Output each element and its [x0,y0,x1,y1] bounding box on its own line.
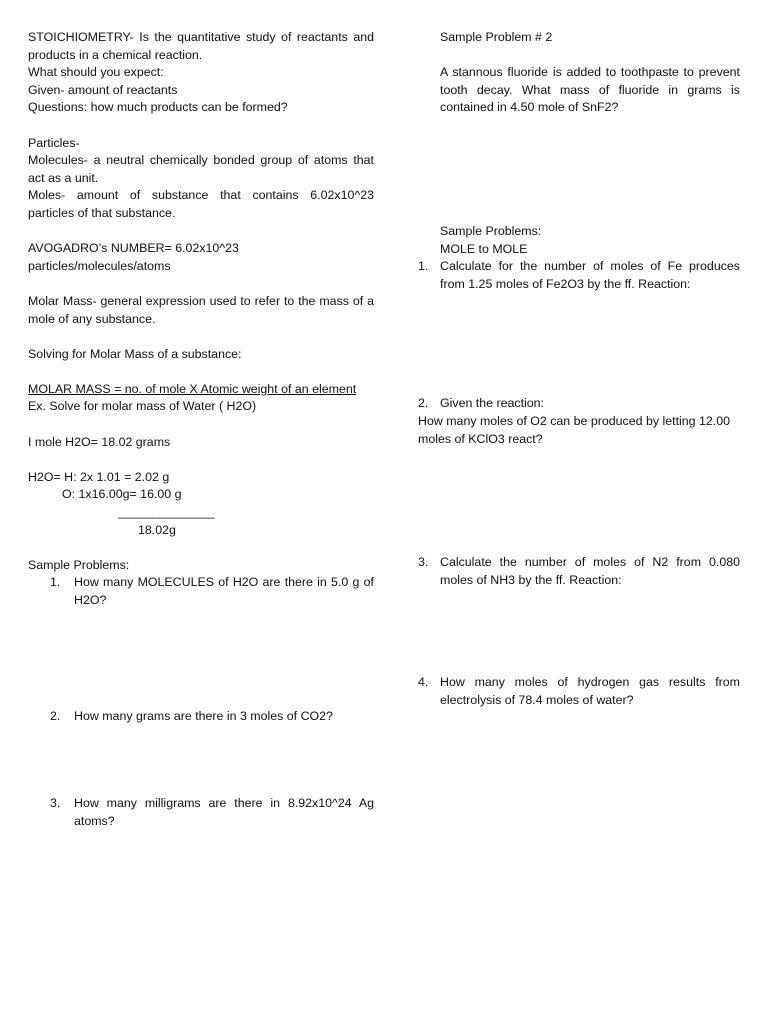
problem-text: How many milligrams are there in 8.92x10^24 Ag atoms? [74,796,374,828]
molar-mass-formula: MOLAR MASS = no. of mole X Atomic weight of an element [28,381,357,396]
problem-2-question: How many moles of O2 can be produced by letting 12.00 moles of KClO3 react? [418,413,731,446]
left-problem-2 [28,708,374,726]
right-problem-4 [418,674,740,709]
left-problem-1 [28,574,374,609]
problem-number: 4. [418,675,429,690]
problem-text: Given the reaction: [440,396,545,411]
problem-number: 2. [50,708,61,723]
right-problem-2 [418,395,740,413]
sample-problem-2-heading: Sample Problem # 2 [440,30,553,44]
problem-text: Calculate the number of moles of N2 from 0.080 moles of NH3 by the ff. Reaction: [440,555,740,587]
sample-problem-2-text: A stannous fluoride is added to toothpaste to prevent tooth decay. What mass of fluoride in grams is contained in 4.50 mole of SnF2? [440,65,740,115]
mole-h2o-line: I mole H2O= 18.02 grams [28,434,171,449]
example-line: Ex. Solve for molar mass of Water ( H2O) [28,399,257,414]
left-problem-3 [28,795,374,830]
molecules-definition: Molecules- a neutral chemically bonded group of atoms that act as a unit. [28,153,374,185]
problem-text: How many grams are there in 3 moles of CO2? [74,708,333,723]
problem-text: How many moles of hydrogen gas results from electrolysis of 78.4 moles of water? [440,675,740,707]
problem-number: 2. [418,396,429,411]
problem-number: 1. [50,575,61,590]
problem-number: 3. [418,555,429,570]
problem-number: 3. [50,796,61,811]
sample-problems-heading: Sample Problems: [28,557,130,572]
particles-heading: Particles- [28,135,80,150]
right-problem-3 [418,554,740,589]
avogadro-number: AVOGADRO’s NUMBER= 6.02x10^23 particles/molecules/atoms [28,241,239,273]
calc-oxygen: O: 1x16.00g= 16.00 g [62,487,182,502]
calc-hydrogen: H2O= H: 2x 1.01 = 2.02 g [28,469,170,484]
given-line: Given- amount of reactants [28,82,178,97]
expect-line: What should you expect: [28,65,164,80]
moles-definition: Moles- amount of substance that contains 6.02x10^23 particles of that substance. [28,188,374,220]
mole-to-mole-heading: Sample Problems: [440,223,542,238]
solving-heading: Solving for Molar Mass of a substance: [28,346,242,361]
problem-number: 1. [418,259,429,274]
mole-to-mole-subheading: MOLE to MOLE [440,241,528,256]
left-column [28,29,374,830]
problem-text: Calculate for the number of moles of Fe produces from 1.25 moles of Fe2O3 by the ff. Reaction: [440,259,740,291]
right-problem-1 [418,258,740,293]
intro-paragraph: STOICHIOMETRY- Is the quantitative study of reactants and products in a chemical reaction. [28,30,374,62]
molar-mass-definition: Molar Mass- general expression used to refer to the mass of a mole of any substance. [28,293,374,326]
problem-text: How many MOLECULES of H2O are there in 5.0 g of H2O? [74,575,374,607]
calc-rule: ______________ [118,505,215,520]
calc-total: 18.02g [138,522,176,537]
questions-line: Questions: how much products can be formed? [28,100,288,115]
right-column [418,29,740,710]
